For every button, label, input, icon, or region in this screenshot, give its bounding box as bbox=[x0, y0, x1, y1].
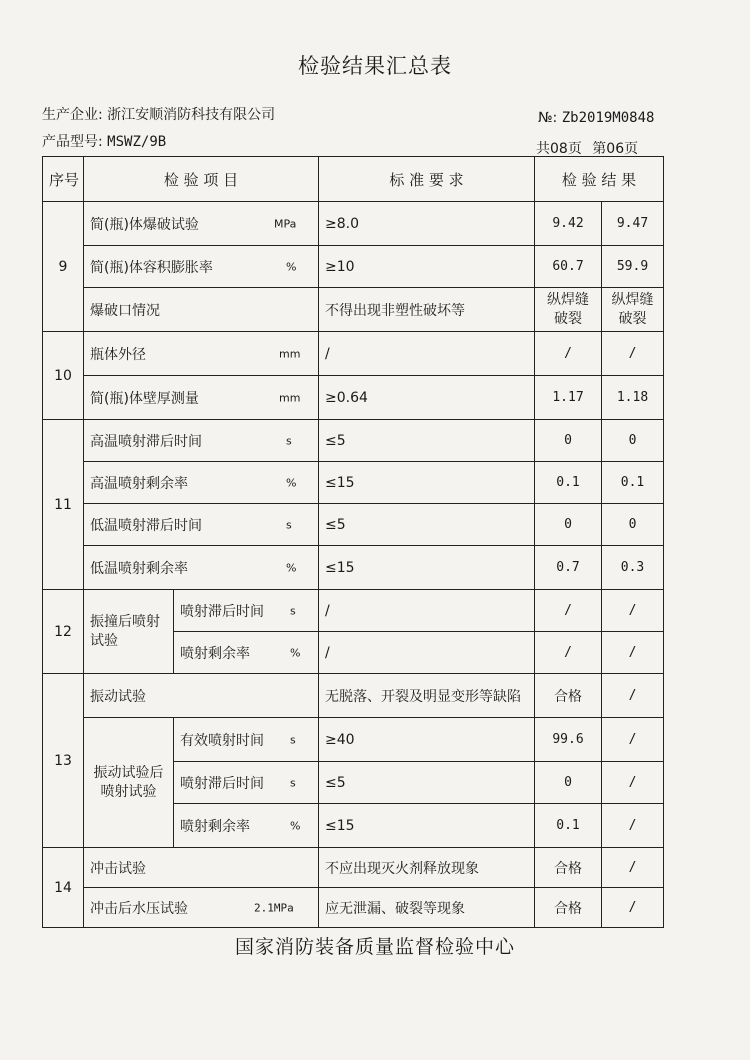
standard-cell: ≤15 bbox=[319, 546, 535, 590]
standard-cell: / bbox=[319, 632, 535, 674]
item-cell bbox=[84, 202, 319, 246]
item-label: 冲击后水压试验 bbox=[90, 900, 188, 917]
standard-cell: ≥0.64 bbox=[319, 376, 535, 420]
result-1: 合格 bbox=[535, 674, 602, 718]
item-unit: s bbox=[286, 518, 292, 531]
page-counter bbox=[536, 138, 638, 158]
item-label: 低温喷射剩余率 bbox=[90, 560, 188, 577]
result-2: / bbox=[602, 718, 664, 762]
item-cell bbox=[84, 546, 319, 590]
item-unit: % bbox=[286, 260, 297, 273]
results-table bbox=[42, 156, 664, 928]
item-label: 低温喷射滞后时间 bbox=[90, 517, 202, 534]
result-1: 0 bbox=[535, 420, 602, 462]
item-label: 振动试验 bbox=[84, 674, 319, 718]
row-seq: 12 bbox=[43, 590, 84, 674]
model-value: MSWZ/9B bbox=[107, 134, 167, 150]
item-unit: mm bbox=[279, 391, 301, 404]
item-cell bbox=[174, 718, 319, 762]
row-seq: 9 bbox=[43, 202, 84, 332]
result-2: / bbox=[602, 888, 664, 928]
pages-total: 共08页 bbox=[536, 141, 582, 157]
item-cell bbox=[84, 332, 319, 376]
item-label: 简(瓶)体容积膨胀率 bbox=[90, 259, 213, 276]
manufacturer-value: 浙江安顺消防科技有限公司 bbox=[107, 107, 276, 123]
item-cell bbox=[84, 246, 319, 288]
result-2: 59.9 bbox=[602, 246, 664, 288]
result-1: 0.1 bbox=[535, 462, 602, 504]
row-seq: 11 bbox=[43, 420, 84, 590]
result-1: 9.42 bbox=[535, 202, 602, 246]
item-label: 喷射剩余率 bbox=[180, 818, 250, 835]
result-2: / bbox=[602, 632, 664, 674]
item-unit: s bbox=[290, 776, 296, 789]
model-line bbox=[42, 131, 166, 151]
item-label: 瓶体外径 bbox=[90, 346, 146, 363]
header-result: 检 验 结 果 bbox=[535, 157, 664, 202]
result-1: 0.7 bbox=[535, 546, 602, 590]
result-2: 1.18 bbox=[602, 376, 664, 420]
result-2: 0 bbox=[602, 420, 664, 462]
table-row bbox=[43, 332, 664, 376]
item-cell bbox=[174, 804, 319, 848]
report-number bbox=[538, 110, 654, 126]
result-2: / bbox=[602, 590, 664, 632]
manufacturer-line bbox=[42, 104, 275, 124]
group-label: 振撞后喷射试验 bbox=[84, 590, 174, 674]
standard-cell: / bbox=[319, 590, 535, 632]
model-label: 产品型号: bbox=[42, 134, 103, 150]
result-2: 9.47 bbox=[602, 202, 664, 246]
table-row bbox=[43, 462, 664, 504]
table-row bbox=[43, 202, 664, 246]
item-label: 喷射滞后时间 bbox=[180, 775, 264, 792]
item-unit: MPa bbox=[274, 217, 297, 230]
table-header bbox=[43, 157, 664, 202]
result-1: 纵焊缝破裂 bbox=[535, 288, 602, 332]
result-2: 纵焊缝破裂 bbox=[602, 288, 664, 332]
standard-cell: ≤15 bbox=[319, 462, 535, 504]
item-cell bbox=[84, 504, 319, 546]
issuer-name: 国家消防装备质量监督检验中心 bbox=[234, 936, 515, 958]
result-2: / bbox=[602, 804, 664, 848]
standard-cell: ≥40 bbox=[319, 718, 535, 762]
item-label: 爆破口情况 bbox=[84, 288, 319, 332]
header-seq: 序号 bbox=[43, 157, 84, 202]
result-1: 99.6 bbox=[535, 718, 602, 762]
standard-cell: / bbox=[319, 332, 535, 376]
result-1: 0 bbox=[535, 762, 602, 804]
result-1: / bbox=[535, 332, 602, 376]
item-cell bbox=[84, 376, 319, 420]
report-no-value: Zb2019M0848 bbox=[561, 110, 655, 126]
result-2: 0.1 bbox=[602, 462, 664, 504]
table-row bbox=[43, 420, 664, 462]
result-1: / bbox=[535, 632, 602, 674]
item-unit: % bbox=[286, 561, 297, 574]
item-label: 简(瓶)体爆破试验 bbox=[90, 216, 199, 233]
result-2: 0 bbox=[602, 504, 664, 546]
result-2: / bbox=[602, 848, 664, 888]
result-1: 1.17 bbox=[535, 376, 602, 420]
page-current: 第06页 bbox=[592, 141, 639, 157]
item-unit: % bbox=[290, 646, 301, 659]
table-row bbox=[43, 246, 664, 288]
item-label: 喷射剩余率 bbox=[180, 645, 250, 662]
item-cell bbox=[174, 632, 319, 674]
table-row bbox=[43, 718, 664, 762]
header-standard: 标 准 要 求 bbox=[319, 157, 535, 202]
result-2: / bbox=[602, 332, 664, 376]
item-label: 喷射滞后时间 bbox=[180, 603, 264, 620]
row-seq: 10 bbox=[43, 332, 84, 420]
standard-cell: ≤15 bbox=[319, 804, 535, 848]
item-cell bbox=[174, 762, 319, 804]
item-cell bbox=[84, 888, 319, 928]
item-unit: s bbox=[286, 434, 292, 447]
table-row bbox=[43, 674, 664, 718]
result-1: 合格 bbox=[535, 888, 602, 928]
header-item: 检 验 项 目 bbox=[84, 157, 319, 202]
table-row bbox=[43, 848, 664, 888]
standard-cell: 不应出现灭火剂释放现象 bbox=[319, 848, 535, 888]
row-seq: 14 bbox=[43, 848, 84, 928]
item-unit: 2.1MPa bbox=[254, 901, 294, 914]
standard-cell: ≤5 bbox=[319, 504, 535, 546]
item-label: 高温喷射剩余率 bbox=[90, 475, 188, 492]
standard-cell: ≤5 bbox=[319, 762, 535, 804]
table-row bbox=[43, 504, 664, 546]
page-title: 检验结果汇总表 bbox=[298, 54, 452, 78]
standard-cell: 无脱落、开裂及明显变形等缺陷 bbox=[319, 674, 535, 718]
item-label: 高温喷射滞后时间 bbox=[90, 433, 202, 450]
result-1: 0 bbox=[535, 504, 602, 546]
item-unit: s bbox=[290, 604, 296, 617]
result-1: 60.7 bbox=[535, 246, 602, 288]
item-cell bbox=[84, 420, 319, 462]
result-2: 0.3 bbox=[602, 546, 664, 590]
standard-cell: ≤5 bbox=[319, 420, 535, 462]
item-cell bbox=[84, 462, 319, 504]
result-1: 0.1 bbox=[535, 804, 602, 848]
item-unit: % bbox=[286, 476, 297, 489]
standard-cell: 不得出现非塑性破坏等 bbox=[319, 288, 535, 332]
standard-cell: ≥8.0 bbox=[319, 202, 535, 246]
report-no-label: №: bbox=[538, 110, 558, 126]
table-row bbox=[43, 288, 664, 332]
item-label: 有效喷射时间 bbox=[180, 732, 264, 749]
table-row bbox=[43, 546, 664, 590]
item-unit: mm bbox=[279, 347, 301, 360]
result-2: / bbox=[602, 762, 664, 804]
result-2: / bbox=[602, 674, 664, 718]
group-label: 振动试验后喷射试验 bbox=[84, 718, 174, 848]
item-unit: s bbox=[290, 733, 296, 746]
manufacturer-label: 生产企业: bbox=[42, 107, 103, 123]
table-row bbox=[43, 376, 664, 420]
item-label: 冲击试验 bbox=[84, 848, 319, 888]
table-row bbox=[43, 888, 664, 928]
result-1: / bbox=[535, 590, 602, 632]
standard-cell: ≥10 bbox=[319, 246, 535, 288]
table-row bbox=[43, 590, 664, 632]
result-1: 合格 bbox=[535, 848, 602, 888]
item-label: 简(瓶)体壁厚测量 bbox=[90, 390, 199, 407]
row-seq: 13 bbox=[43, 674, 84, 848]
item-cell bbox=[174, 590, 319, 632]
item-unit: % bbox=[290, 819, 301, 832]
standard-cell: 应无泄漏、破裂等现象 bbox=[319, 888, 535, 928]
